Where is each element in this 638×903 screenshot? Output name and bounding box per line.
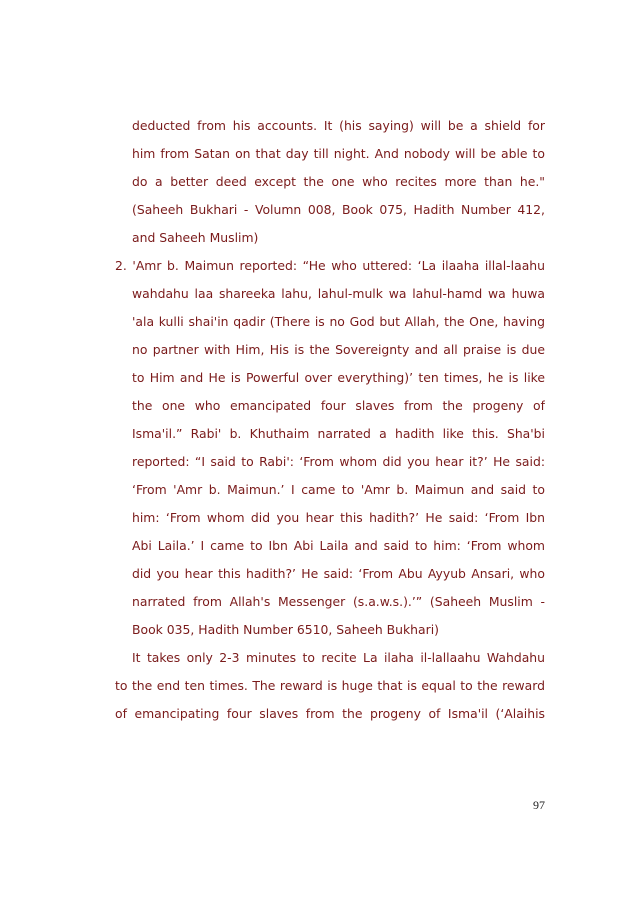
- text-line: (Saheeh Bukhari - Volumn 008, Book 075, Hadith Number 412,: [132, 202, 545, 217]
- body-text: [115, 112, 545, 728]
- text-line: do a better deed except the one who recites more than he.": [132, 174, 545, 189]
- text-line: no partner with Him, His is the Sovereignty and all praise is due: [132, 342, 545, 357]
- text-line: 'ala kulli shai'in qadir (There is no God but Allah, the One, having: [132, 314, 545, 329]
- text-line: It takes only 2-3 minutes to recite La ilaha il-lallaahu Wahdahu: [132, 650, 545, 665]
- page-number: 97: [533, 798, 545, 812]
- text-line: Isma'il.” Rabi' b. Khuthaim narrated a hadith like this. Sha'bi: [132, 426, 545, 441]
- text-line: reported: “I said to Rabi': ‘From whom did you hear it?’ He said:: [132, 454, 545, 469]
- text-line: and Saheeh Muslim): [132, 230, 259, 245]
- text-line: ‘From 'Amr b. Maimun.’ I came to 'Amr b. Maimun and said to: [132, 482, 545, 497]
- text-line: to the end ten times. The reward is huge that is equal to the reward: [115, 678, 545, 693]
- text-line: deducted from his accounts. It (his saying) will be a shield for: [132, 118, 545, 133]
- text-line: him: ‘From whom did you hear this hadith?’ He said: ‘From Ibn: [132, 510, 545, 525]
- text-line: him from Satan on that day till night. And nobody will be able to: [132, 146, 545, 161]
- text-line: did you hear this hadith?’ He said: ‘From Abu Ayyub Ansari, who: [132, 566, 545, 581]
- text-line: 2. 'Amr b. Maimun reported: “He who uttered: ‘La ilaaha illal-laahu: [115, 258, 545, 273]
- text-line: of emancipating four slaves from the progeny of Isma'il (‘Alaihis: [115, 706, 545, 721]
- text-line: to Him and He is Powerful over everything)’ ten times, he is like: [132, 370, 545, 385]
- text-line: the one who emancipated four slaves from the progeny of: [132, 398, 545, 413]
- text-line: narrated from Allah's Messenger (s.a.w.s.).’” (Saheeh Muslim -: [132, 594, 545, 609]
- text-line: Abi Laila.’ I came to Ibn Abi Laila and said to him: ‘From whom: [132, 538, 545, 553]
- text-line: Book 035, Hadith Number 6510, Saheeh Bukhari): [132, 622, 439, 637]
- text-line: wahdahu laa shareeka lahu, lahul-mulk wa lahul-hamd wa huwa: [132, 286, 545, 301]
